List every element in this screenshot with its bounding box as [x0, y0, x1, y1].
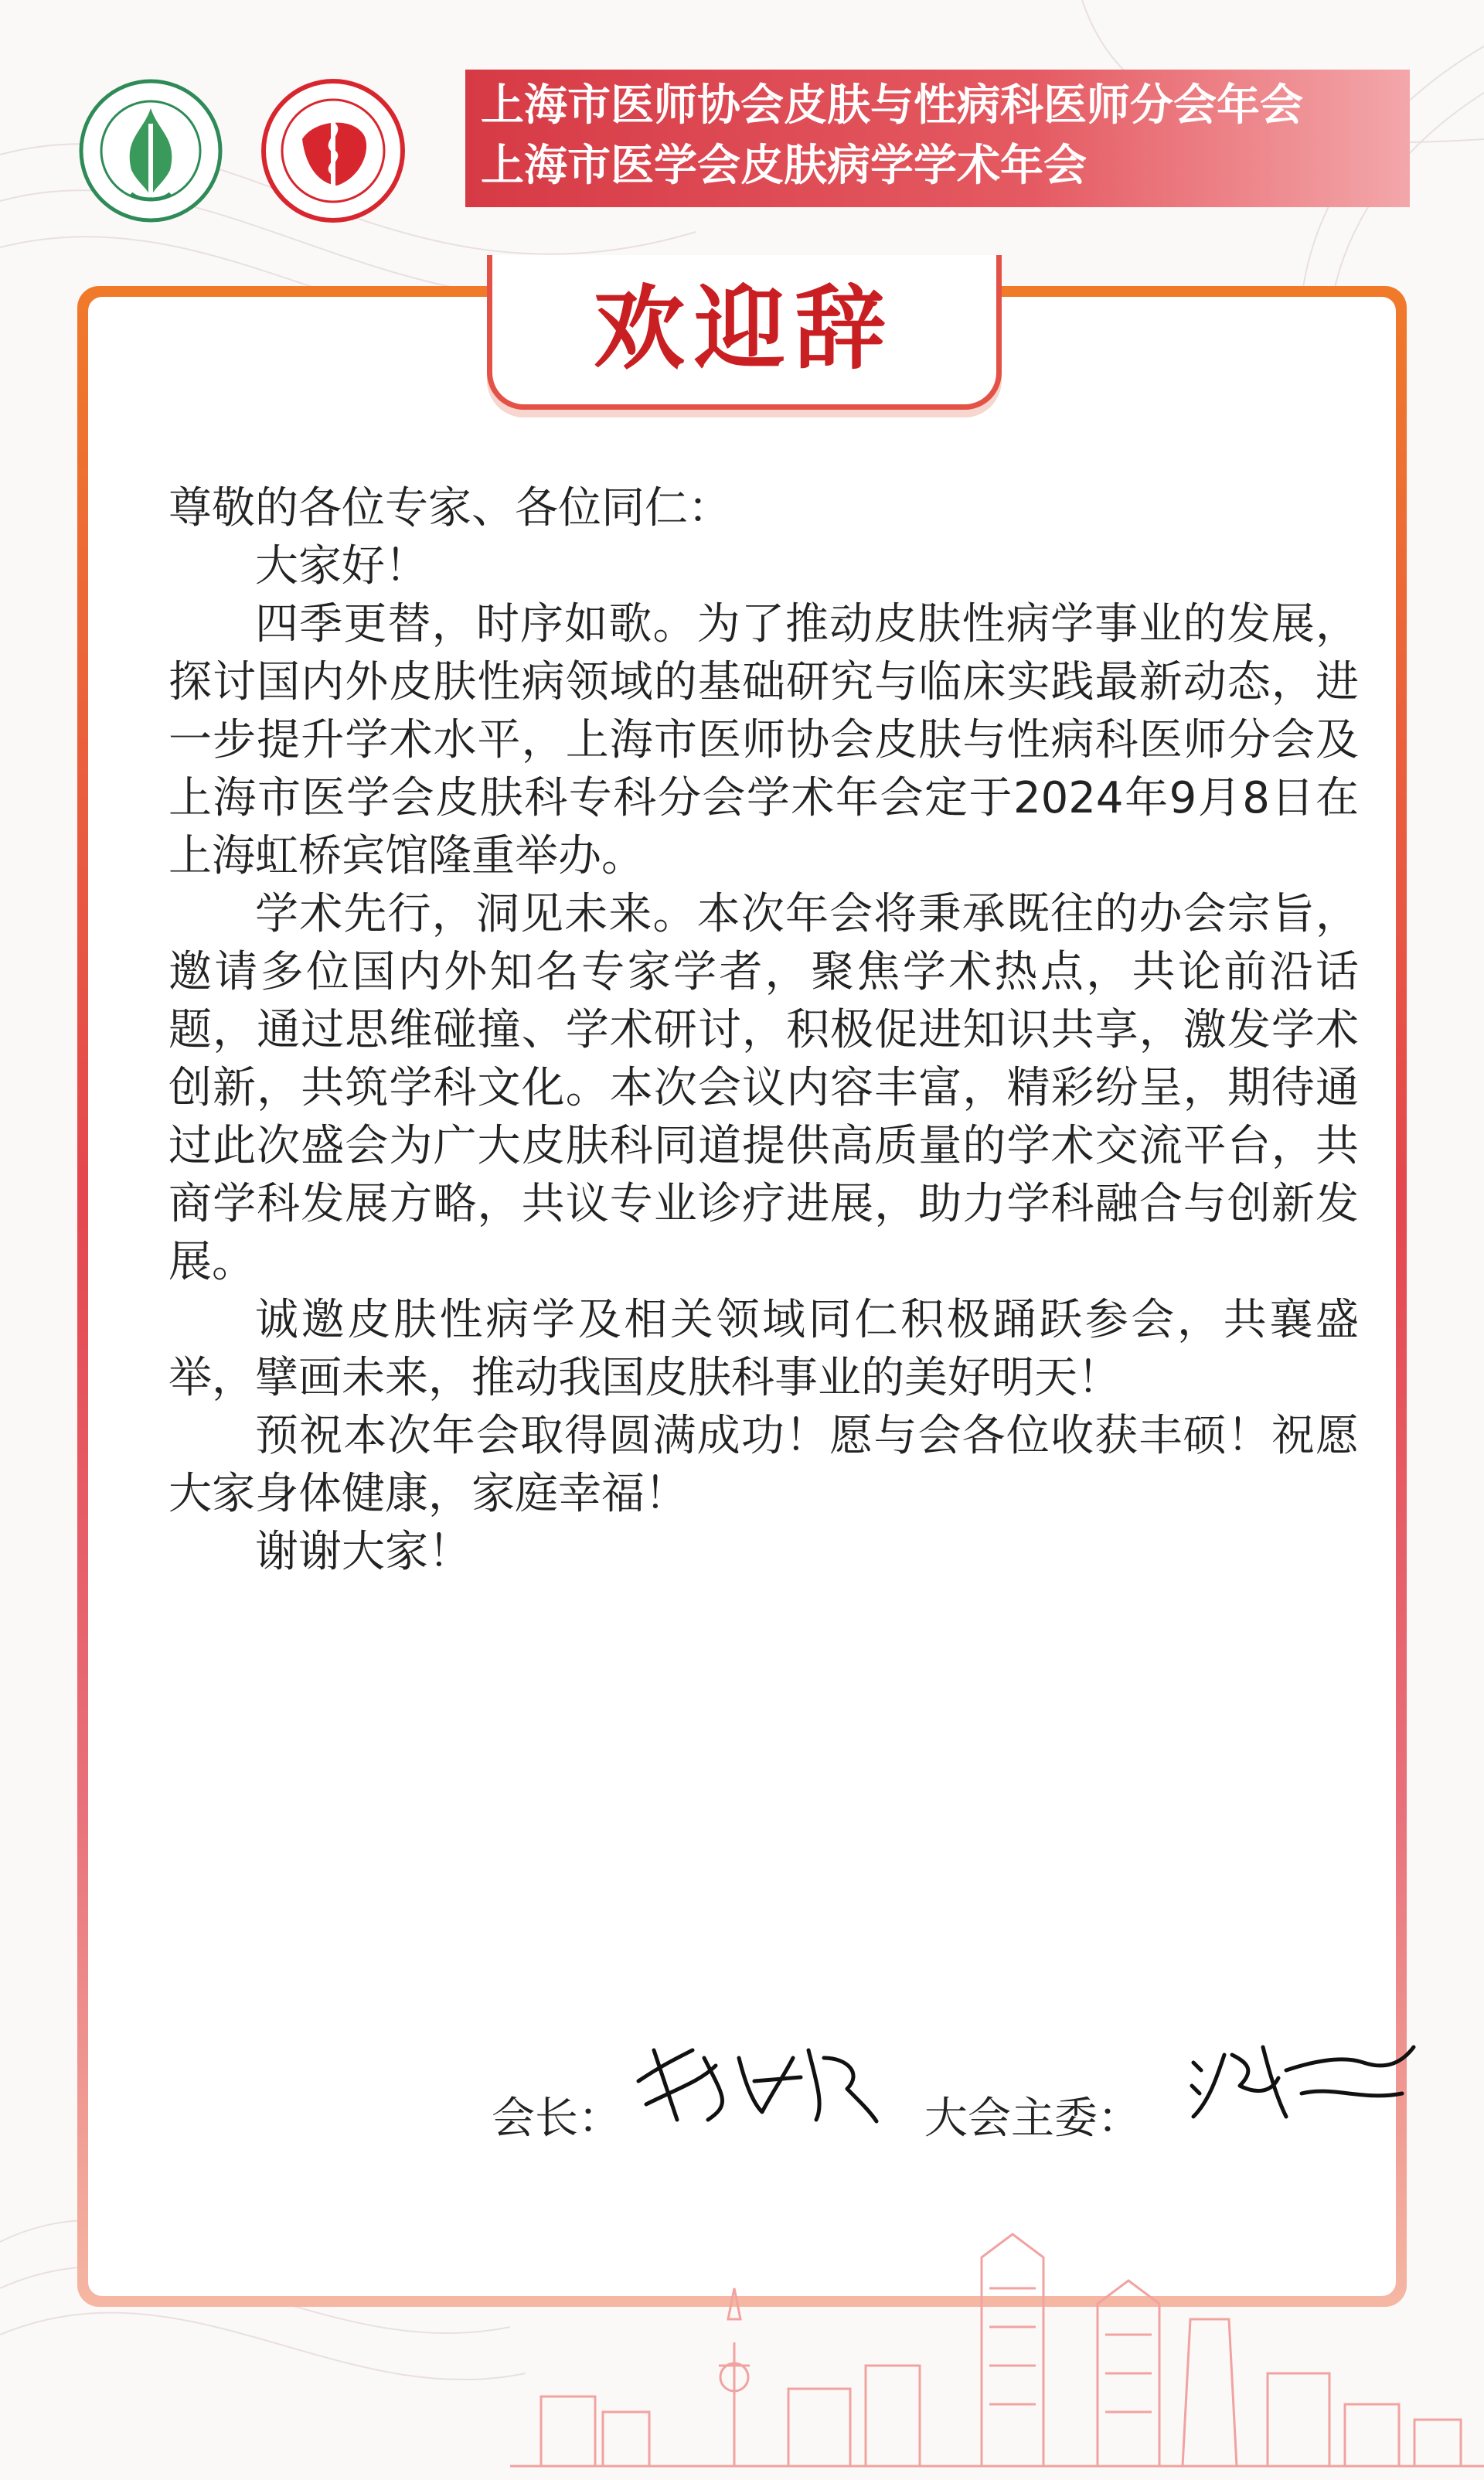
paragraph-3: 诚邀皮肤性病学及相关领域同仁积极踊跃参会，共襄盛举，擘画未来，推动我国皮肤科事业的美好明天！ [168, 1295, 1359, 1403]
president-label: 会长： [492, 2093, 621, 2144]
salutation: 尊敬的各位专家、各位同仁： [168, 483, 731, 533]
closing: 谢谢大家！ [255, 1527, 471, 1577]
shanghai-skyline-illustration [510, 2211, 1484, 2480]
shanghai-medical-doctor-association-logo [77, 77, 224, 224]
chair-signature [1186, 2032, 1418, 2126]
paragraph-1: 四季更替，时序如歌。为了推动皮肤性病学事业的发展，探讨国内外皮肤性病领域的基础研究与临床实践最新动态，进一步提升学术水平，上海市医师协会皮肤与性病科医师分会及上海市医学会皮肤科专科分会学术年会定于2024年9月8日在上海虹桥宾馆隆重举办。 [168, 599, 1359, 881]
paragraph-4: 预祝本次年会取得圆满成功！愿与会各位收获丰硕！祝愿大家身体健康，家庭幸福！ [168, 1411, 1359, 1519]
header-banner [465, 70, 1410, 207]
chair-label: 大会主委： [924, 2093, 1141, 2144]
page-title: 欢迎辞 [593, 274, 895, 382]
title-tab [487, 255, 1002, 410]
header-title-line1: 上海市医师协会皮肤与性病科医师分会年会 [481, 80, 1303, 131]
paragraph-2: 学术先行，洞见未来。本次年会将秉承既往的办会宗旨，邀请多位国内外知名专家学者，聚焦学术热点，共论前沿话题，通过思维碰撞、学术研讨，积极促进知识共享，激发学术创新，共筑学科文化。本次会议内容丰富，精彩纷呈，期待通过此次盛会为广大皮肤科同道提供高质量的学术交流平台，共商学科发展方略，共议专业诊疗进展，助力学科融合与创新发展。 [168, 889, 1359, 1287]
greeting: 大家好！ [255, 541, 428, 591]
president-signature [631, 2035, 880, 2127]
header-title-line2: 上海市医学会皮肤病学学术年会 [481, 141, 1087, 191]
shanghai-medical-association-logo [260, 77, 407, 224]
letter-body [168, 479, 1359, 1581]
